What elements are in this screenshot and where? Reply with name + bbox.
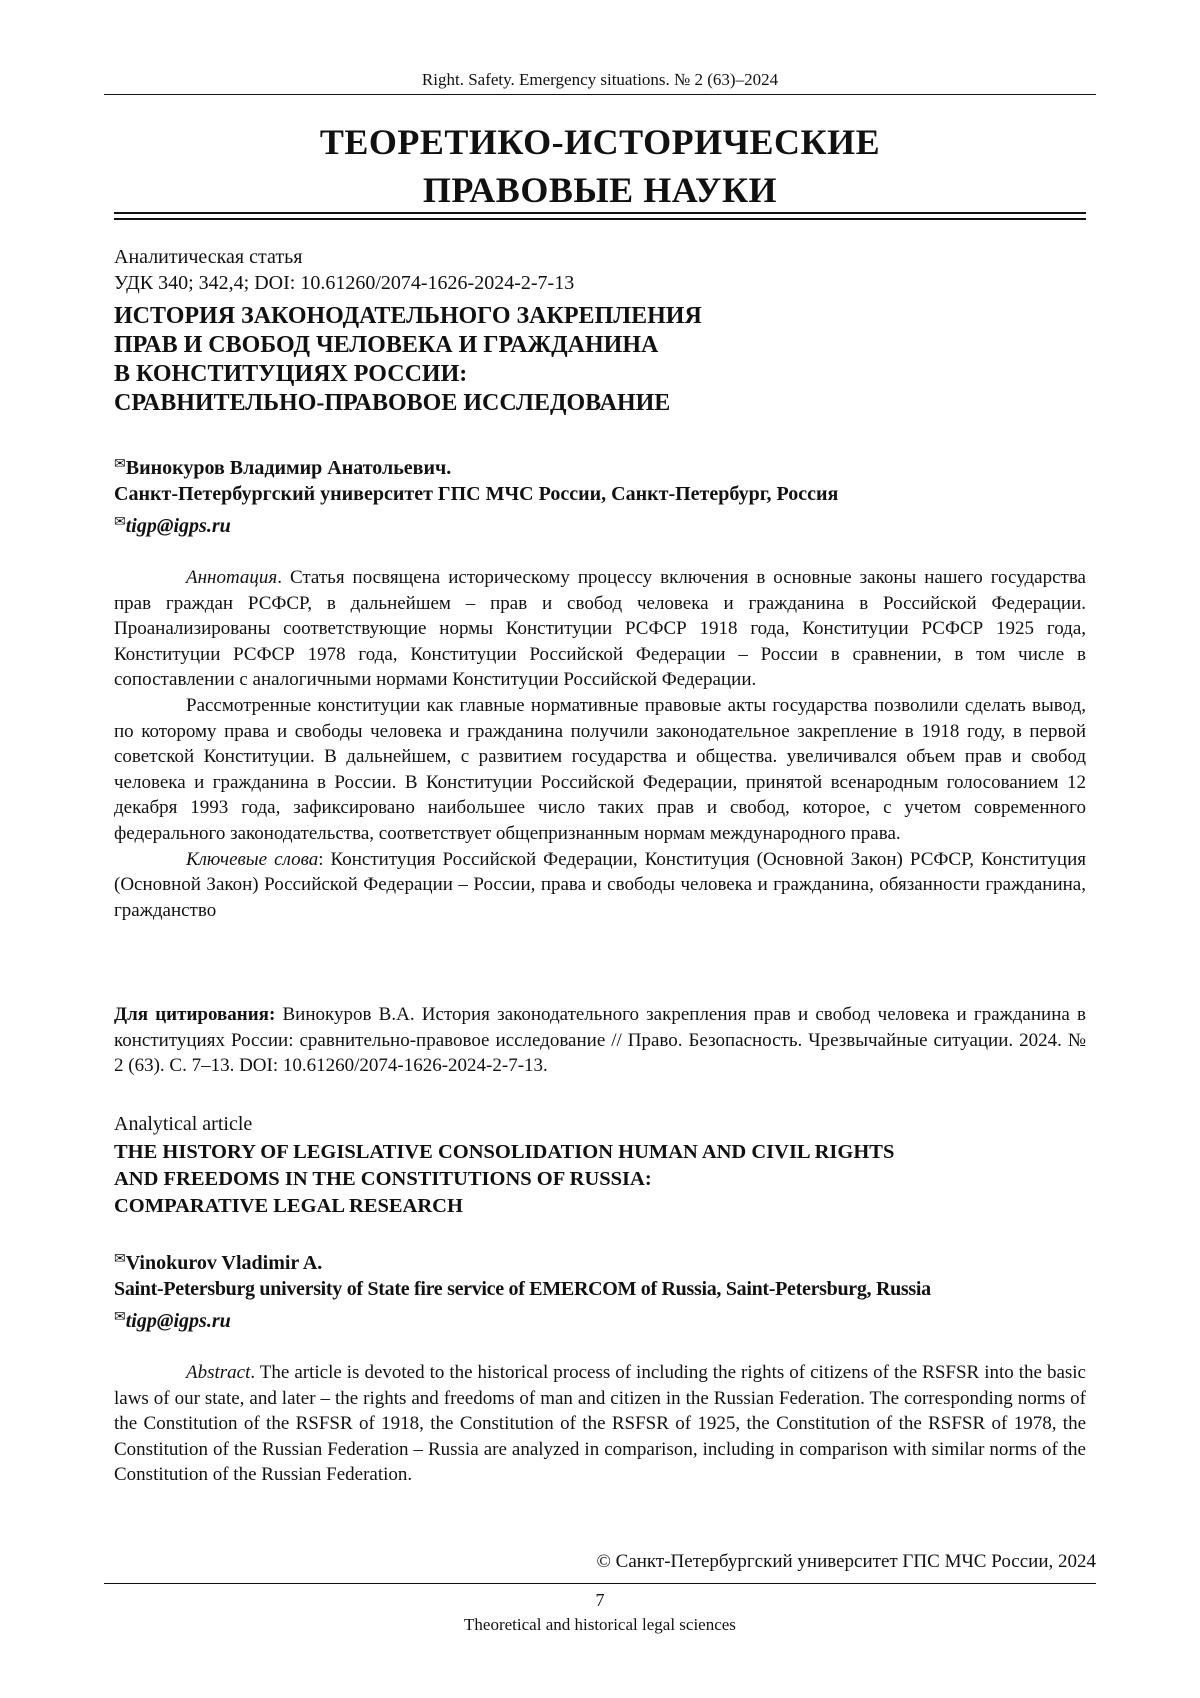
abstract-label-en: Abstract — [186, 1362, 251, 1383]
keywords-ru: Ключевые слова: Конституция Российской Федерации, Конституция (Основной Закон) РСФСР, Конституция (Основной Закон) Российской Федерации – России, права и свободы человека и гражданина, обязанности гражданина, гражданство — [114, 848, 1086, 921]
envelope-icon: ✉ — [114, 1310, 126, 1325]
email-ru — [114, 508, 231, 541]
title-ru-line: ИСТОРИЯ ЗАКОНОДАТЕЛЬНОГО ЗАКРЕПЛЕНИЯ — [114, 303, 702, 329]
section-title-line-2: ПРАВОВЫЕ НАУКИ — [422, 170, 778, 210]
abstract-ru-p2: Рассмотренные конституции как главные нормативные правовые акты государства позволили сделать вывод, по которому права и свободы человека и гражданина получили законодательное закрепление в 1918 году, в первой советской Конституции. В дальнейшем, с развитием государства и общества. увеличивался объем прав и свобод человека и гражданина в России. В Конституции Российской Федерации, принятой всенародным голосованием 12 декабря 1993 года, зафиксировано наибольшее число таких прав и свобод, которое, с учетом современного федерального законодательства, соответствует общепризнанным нормам международного права. — [114, 694, 1086, 844]
keywords-label-ru: Ключевые слова — [186, 848, 319, 870]
section-title — [104, 118, 1096, 214]
copyright: © Санкт-Петербургский университет ГПС МЧС России, 2024 — [596, 1551, 1096, 1572]
footer-rule — [104, 1583, 1096, 1584]
section-title-line-1: ТЕОРЕТИКО-ИСТОРИЧЕСКИЕ — [319, 122, 881, 162]
title-ru-line: СРАВНИТЕЛЬНО-ПРАВОВОЕ ИССЛЕДОВАНИЕ — [114, 390, 671, 416]
cite-label: Для цитирования: — [114, 1004, 276, 1025]
article-title-en — [114, 1139, 1094, 1220]
running-footer: Theoretical and historical legal sciences — [464, 1615, 736, 1634]
author-name-en: Vinokurov Vladimir A. — [125, 1252, 323, 1274]
abstract-ru-p1: Аннотация. Статья посвящена историческому процессу включения в основные законы нашего государства прав граждан РСФСР, в дальнейшем – прав и свобод человека и гражданина в Российской Федерации. Проанализированы соответствующие нормы Конституции РСФСР 1918 года, Конституции РСФСР 1925 года, Конституции РСФСР 1978 года, Конституции Российской Федерации – России в сравнении, в том числе в сопоставлении с аналогичными нормами Конституции Российской Федерации. — [114, 567, 1086, 691]
title-en-line: COMPARATIVE LEGAL RESEARCH — [114, 1195, 463, 1217]
affiliation-en: Saint-Petersburg university of State fire service of EMERCOM of Russia, Saint-Petersburg, Russia — [114, 1278, 931, 1300]
header-rule — [104, 94, 1096, 95]
section-rule-bottom — [114, 218, 1086, 220]
envelope-icon: ✉ — [114, 1252, 126, 1267]
envelope-icon: ✉ — [114, 457, 126, 472]
article-type-ru: Аналитическая статья — [114, 246, 303, 268]
running-header: Right. Safety. Emergency situations. № 2 (63)–2024 — [421, 70, 779, 89]
email-link-ru[interactable]: tigp@igps.ru — [125, 515, 231, 537]
affiliation-ru: Санкт-Петербургский университет ГПС МЧС России, Санкт-Петербург, Россия — [114, 483, 839, 505]
citation — [114, 1002, 1086, 1079]
title-en-line: THE HISTORY OF LEGISLATIVE CONSOLIDATION HUMAN AND CIVIL RIGHTS — [114, 1141, 895, 1163]
cite-text: Винокуров В.А. История законодательного закрепления прав и свобод человека и гражданина в конституциях России: сравнительно-правовое исследование // Право. Безопасность. Чрезвычайные ситуации. 2024. № 2 (63). С. 7–13. DOI: 10.61260/2074-1626-2024-2-7-13. — [114, 1004, 1086, 1077]
title-ru-line: ПРАВ И СВОБОД ЧЕЛОВЕКА И ГРАЖДАНИНА — [114, 332, 659, 358]
email-link-en[interactable]: tigp@igps.ru — [125, 1310, 231, 1332]
envelope-icon: ✉ — [114, 515, 126, 530]
email-en — [114, 1303, 231, 1336]
author-name-ru: Винокуров Владимир Анатольевич. — [125, 457, 452, 479]
title-en-line: AND FREEDOMS IN THE CONSTITUTIONS OF RUSSIA: — [114, 1168, 652, 1190]
section-rule-top — [114, 212, 1086, 214]
page-number: 7 — [595, 1590, 605, 1610]
title-ru-line: В КОНСТИТУЦИЯХ РОССИИ: — [114, 361, 468, 387]
article-title-ru — [114, 302, 1014, 418]
udk-doi: УДК 340; 342,4; DOI: 10.61260/2074-1626-2024-2-7-13 — [114, 272, 575, 294]
abstract-ru — [114, 565, 1086, 923]
abstract-en — [114, 1360, 1086, 1488]
article-type-en: Analytical article — [114, 1113, 253, 1135]
abstract-label-ru: Аннотация — [186, 567, 278, 588]
abstract-en-p1: Abstract. The article is devoted to the historical process of including the rights of citizens of the RSFSR into the basic laws of our state, and later – the rights and freedoms of man and citizen in the Russian Federation. The corresponding norms of the Constitution of the RSFSR of 1918, the Constitution of the RSFSR of 1925, the Constitution of the RSFSR of 1978, the Constitution of the Russian Federation – Russia are analyzed in comparison, including in comparison with similar norms of the Constitution of the Russian Federation. — [114, 1362, 1086, 1486]
